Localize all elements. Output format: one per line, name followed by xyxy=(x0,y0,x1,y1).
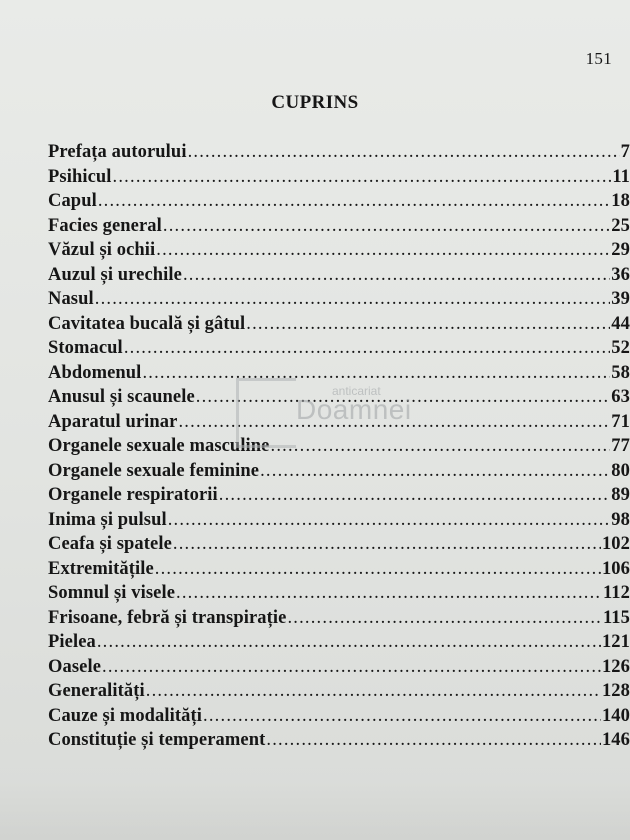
toc-entry xyxy=(48,608,630,633)
toc-leader-dots xyxy=(203,706,601,727)
toc-entry-label: Constituție și temperament xyxy=(48,730,266,750)
toc-entry-label: Generalități xyxy=(48,681,145,701)
toc-entry xyxy=(48,706,630,731)
toc-entry-label: Psihicul xyxy=(48,166,112,187)
toc-entry xyxy=(48,657,630,682)
toc-entry-page: 128 xyxy=(601,681,630,701)
toc-entry xyxy=(48,559,630,584)
toc-entry-label: Ceafa și spatele xyxy=(48,534,172,554)
toc-entry-page: 77 xyxy=(611,436,630,456)
toc-entry-label: Abdomenul xyxy=(48,362,142,383)
toc-entry xyxy=(48,412,630,437)
toc-leader-dots xyxy=(188,142,620,163)
toc-leader-dots xyxy=(102,657,601,678)
toc-entry-page: 18 xyxy=(611,191,630,211)
toc-leader-dots xyxy=(219,485,611,506)
toc-entry xyxy=(48,363,630,388)
toc-leader-dots xyxy=(260,461,610,482)
toc-entry-label: Stomacul xyxy=(48,338,123,358)
toc-entry-label: Organele respiratorii xyxy=(48,485,218,505)
toc-entry xyxy=(48,583,630,608)
toc-entry-label: Anusul și scaunele xyxy=(48,387,195,407)
watermark-big-text: Doamnei xyxy=(296,394,412,425)
toc-entry xyxy=(48,265,630,290)
toc-entry xyxy=(48,216,630,241)
toc-entry xyxy=(48,681,630,706)
toc-entry xyxy=(48,167,630,192)
toc-entry-label: Cauze și modalități xyxy=(48,705,203,726)
toc-entry-page: 106 xyxy=(601,558,630,579)
toc-leader-dots xyxy=(163,216,610,237)
toc-entry-page: 11 xyxy=(612,166,630,187)
toc-entry xyxy=(48,436,630,461)
toc-leader-dots xyxy=(196,387,611,408)
page-number: 151 xyxy=(585,49,612,68)
toc-entry-label: Cavitatea bucală și gâtul xyxy=(48,313,246,334)
toc-entry-page: 89 xyxy=(611,485,630,505)
toc-entry-label: Frisoane, febră și transpirație xyxy=(48,607,287,628)
toc-entry xyxy=(48,534,630,559)
page-shadow xyxy=(0,780,630,840)
toc-entry-page: 44 xyxy=(611,313,630,334)
toc-entry-label: Nasul xyxy=(48,289,94,309)
toc-entry-page: 58 xyxy=(611,362,630,383)
toc-entry-page: 52 xyxy=(611,338,630,358)
toc-entry-page: 146 xyxy=(601,730,630,750)
toc-leader-dots xyxy=(168,510,611,531)
toc-entry xyxy=(48,240,630,265)
toc-entry xyxy=(48,510,630,535)
toc-leader-dots xyxy=(176,583,602,604)
toc-entry xyxy=(48,289,630,314)
toc-leader-dots xyxy=(142,363,610,384)
toc-entry-label: Oasele xyxy=(48,656,102,677)
toc-leader-dots xyxy=(113,167,612,188)
toc-entry xyxy=(48,730,630,755)
toc-entry-page: 126 xyxy=(601,656,630,677)
toc-leader-dots xyxy=(173,534,601,555)
toc-entry xyxy=(48,191,630,216)
toc-leader-dots xyxy=(246,314,610,335)
toc-leader-dots xyxy=(287,608,602,629)
toc-entry-page: 115 xyxy=(602,607,630,628)
toc-entry-label: Somnul și visele xyxy=(48,583,176,603)
toc-entry-label: Prefața autorului xyxy=(48,142,187,162)
toc-entry xyxy=(48,632,630,657)
toc-leader-dots xyxy=(183,265,610,286)
toc-entry xyxy=(48,461,630,486)
toc-entry-page: 102 xyxy=(601,534,630,554)
toc-entry-label: Inima și pulsul xyxy=(48,509,167,530)
toc-entry-page: 39 xyxy=(611,289,630,309)
toc-entry-label: Văzul și ochii xyxy=(48,240,156,260)
toc-entry-label: Capul xyxy=(48,191,97,211)
toc-leader-dots xyxy=(95,289,611,310)
toc-leader-dots xyxy=(98,191,610,212)
toc-leader-dots xyxy=(155,559,601,580)
toc-leader-dots xyxy=(178,412,610,433)
toc-entry-label: Extremitățile xyxy=(48,558,154,579)
toc-entry-label: Aparatul urinar xyxy=(48,411,178,432)
toc-entry-page: 121 xyxy=(601,632,630,652)
toc-entry-page: 80 xyxy=(611,460,630,481)
toc-entry-page: 63 xyxy=(611,387,630,407)
toc-entry-page: 29 xyxy=(611,240,630,260)
toc-entry-page: 36 xyxy=(611,264,630,285)
toc-entry xyxy=(48,338,630,363)
toc-entry xyxy=(48,314,630,339)
toc-entry-page: 112 xyxy=(602,583,630,603)
toc-entry-page: 140 xyxy=(601,705,630,726)
watermark-small-text: anticariat xyxy=(332,384,381,398)
toc-leader-dots xyxy=(146,681,601,702)
toc-entry-page: 98 xyxy=(611,509,630,530)
toc-entry xyxy=(48,485,630,510)
table-of-contents xyxy=(48,142,630,755)
page-title: CUPRINS xyxy=(271,92,359,113)
toc-entry-page: 7 xyxy=(620,142,630,162)
toc-entry-label: Auzul și urechile xyxy=(48,264,182,285)
toc-entry-label: Organele sexuale masculine xyxy=(48,436,270,456)
toc-entry-label: Facies general xyxy=(48,215,162,236)
toc-leader-dots xyxy=(97,632,601,653)
toc-entry-label: Organele sexuale feminine xyxy=(48,460,260,481)
toc-entry-page: 71 xyxy=(611,411,630,432)
toc-leader-dots xyxy=(156,240,610,261)
toc-leader-dots xyxy=(271,436,611,457)
toc-leader-dots xyxy=(124,338,610,359)
toc-entry-label: Pielea xyxy=(48,632,96,652)
toc-entry xyxy=(48,387,630,412)
toc-leader-dots xyxy=(266,730,601,751)
toc-entry xyxy=(48,142,630,167)
toc-entry-page: 25 xyxy=(611,215,630,236)
